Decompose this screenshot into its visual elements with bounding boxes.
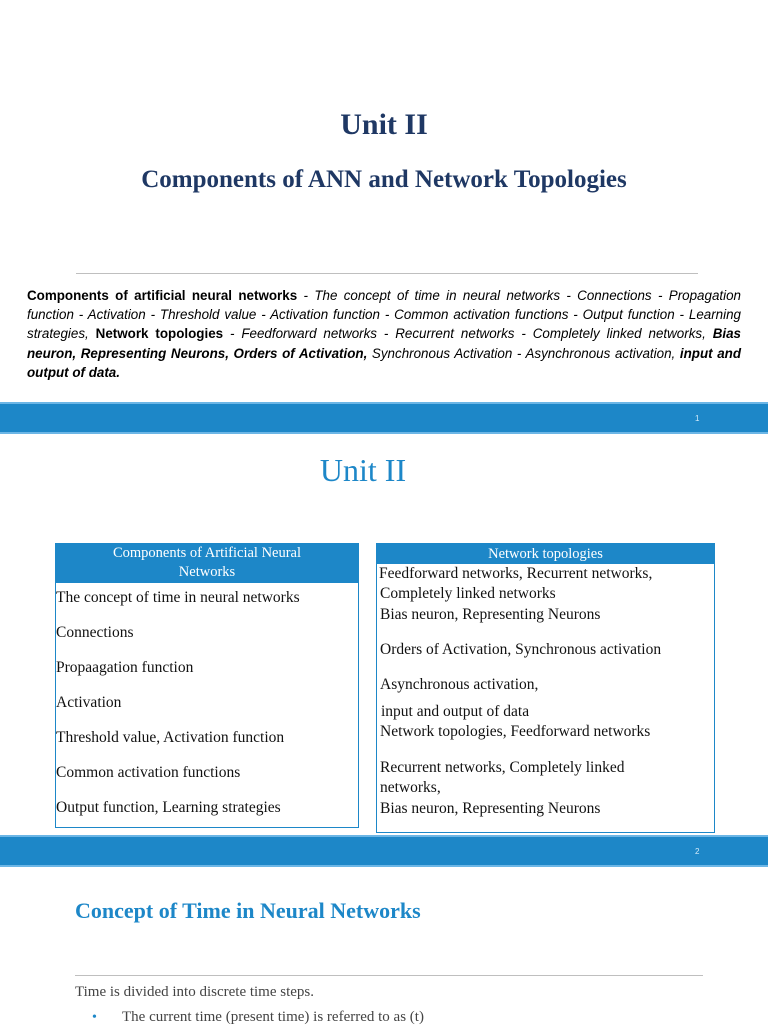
components-header-line1: Components of Artificial Neural	[112, 545, 302, 561]
topology-line: Bias neuron, Representing Neurons	[380, 800, 601, 817]
topology-line: Completely linked networks	[380, 585, 556, 602]
components-table	[55, 543, 359, 828]
summary-run: - The concept of time in neural networks - Connections - Propagation function - Activation - Threshold value - Activation function - Common activation functions - Output function - Learning strategies,	[27, 288, 741, 342]
page-number: 1	[695, 414, 700, 423]
component-item: Propaagation function	[56, 659, 194, 676]
component-item: Common activation functions	[56, 764, 241, 781]
topologies-table-header: Network topologies	[377, 544, 714, 564]
topology-line: Asynchronous activation,	[380, 676, 539, 693]
components-table-header	[56, 544, 358, 583]
summary-run: Bias neuron, Representing Neurons, Orders of Activation,	[27, 326, 741, 361]
summary-run: - Feedforward networks - Recurrent networks - Completely linked networks,	[223, 326, 713, 342]
page-number: 2	[695, 847, 700, 856]
topology-line: Network topologies, Feedforward networks	[380, 723, 651, 740]
slide1-title: Unit II	[340, 108, 428, 141]
summary-run: Synchronous Activation - Asynchronous activation,	[367, 345, 680, 361]
slide3-body-text: Time is divided into discrete time steps.	[75, 984, 315, 1000]
topology-line: networks,	[380, 779, 441, 796]
component-item: Connections	[56, 624, 134, 641]
slide1-subtitle: Components of ANN and Network Topologies	[141, 166, 627, 193]
bullet-item: The current time (present time) is referred to as (t)	[122, 1009, 424, 1025]
slide3-title: Concept of Time in Neural Networks	[75, 898, 421, 923]
bullet-dot: •	[92, 1010, 97, 1025]
topology-line: Bias neuron, Representing Neurons	[380, 606, 601, 623]
slide-footer-band-1	[0, 402, 768, 434]
component-item: The concept of time in neural networks	[56, 589, 300, 606]
components-header-line2: Networks	[178, 564, 236, 580]
component-item: Threshold value, Activation function	[56, 729, 285, 746]
slide1-divider	[76, 273, 698, 274]
topology-line: Orders of Activation, Synchronous activation	[380, 641, 662, 658]
slide3-divider	[75, 975, 703, 976]
slide1-summary	[27, 286, 741, 382]
component-item: Output function, Learning strategies	[56, 799, 281, 816]
summary-run: Network topologies	[95, 326, 224, 342]
topology-line: Feedforward networks, Recurrent networks,	[379, 565, 653, 582]
slide-footer-band-2	[0, 835, 768, 867]
component-item: Activation	[56, 694, 122, 711]
summary-run: input and output of data.	[27, 345, 742, 380]
topology-line: input and output of data	[381, 703, 530, 720]
topology-line: Recurrent networks, Completely linked	[380, 759, 625, 776]
slide2-title: Unit II	[319, 452, 407, 488]
summary-run: Components of artificial neural networks	[27, 288, 298, 303]
